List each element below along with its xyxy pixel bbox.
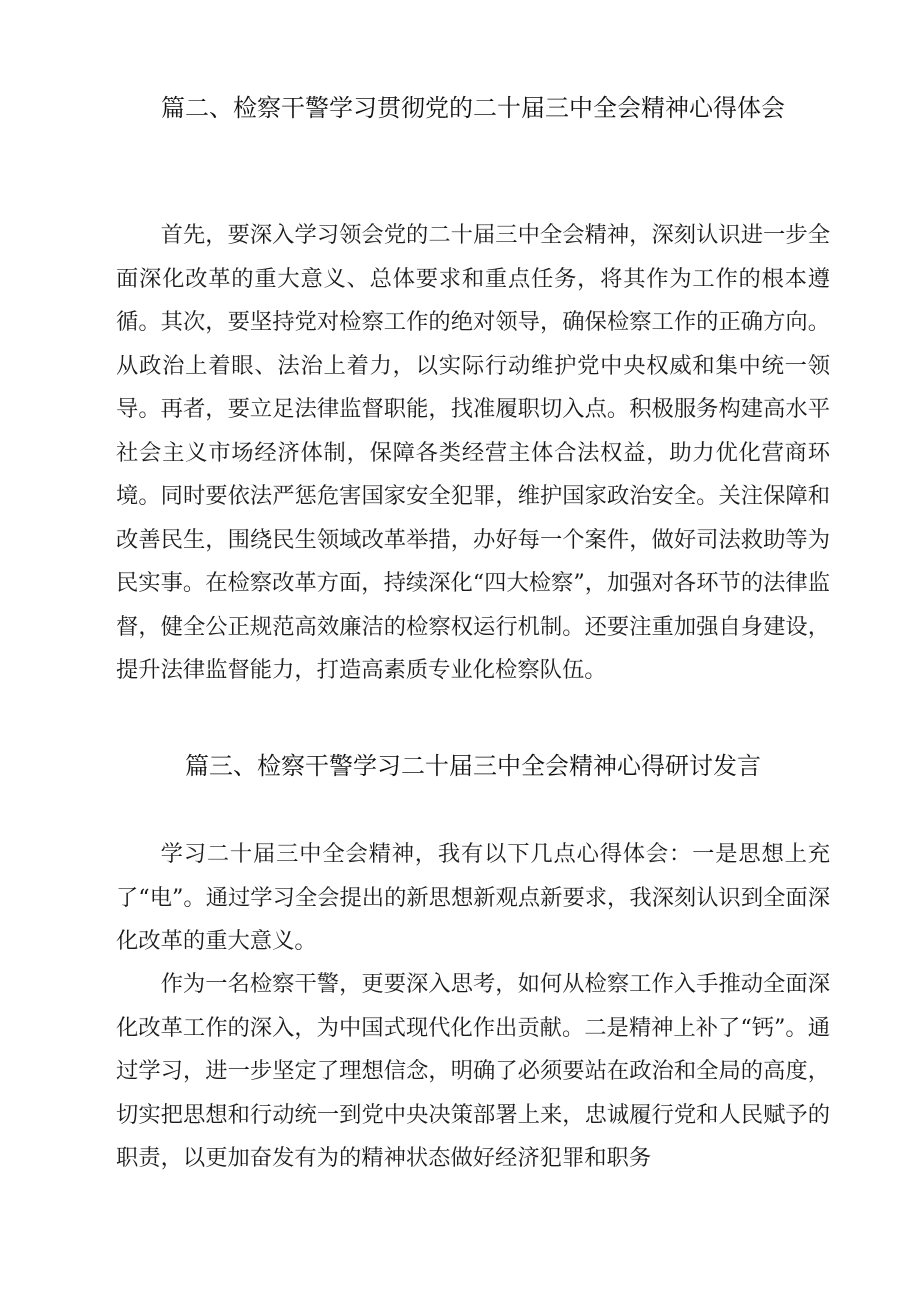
section-two-body: 首先，要深入学习领会党的二十届三中全会精神，深刻认识进一步全面深化改革的重大意义、总体要求和重点任务，将其作为工作的根本遵循。其次，要坚持党对检察工作的绝对领导，确保检察工作的正确方向。从政治上着眼、法治上着力，以实际行动维护党中央权威和集中统一领导。再者，要立足法律监督职能，找准履职切入点。积极服务构建高水平社会主义市场经济体制，保障各类经营主体合法权益，助力优化营商环境。同时要依法严惩危害国家安全犯罪，维护国家政治安全。关注保障和改善民生，围绕民生领域改革举措，办好每一个案件，做好司法救助等为民实事。在检察改革方面，持续深化“四大检察”，加强对各环节的法律监督，健全公正规范高效廉洁的检察权运行机制。还要注重加强自身建设，提升法律监督能力，打造高素质专业化检察队伍。 [116, 222, 831, 683]
section-three-title: 篇三、检察干警学习二十届三中全会精神心得研讨发言 [185, 752, 761, 780]
section-two-title: 篇二、检察干警学习贯彻党的二十届三中全会精神心得体会 [161, 94, 785, 122]
section-three-paragraph-1: 学习二十届三中全会精神，我有以下几点心得体会：一是思想上充了“电”。通过学习全会提出的新思想新观点新要求，我深刻认识到全面深化改革的重大意义。 [116, 841, 831, 954]
section-three-paragraph-2: 作为一名检察干警，更要深入思考，如何从检察工作入手推动全面深化改革工作的深入，为中国式现代化作出贡献。二是精神上补了“钙”。通过学习，进一步坚定了理想信念，明确了必须要站在政治和全局的高度，切实把思想和行动统一到党中央决策部署上来，忠诚履行党和人民赋予的职责，以更加奋发有为的精神状态做好经济犯罪和职务 [116, 971, 831, 1171]
